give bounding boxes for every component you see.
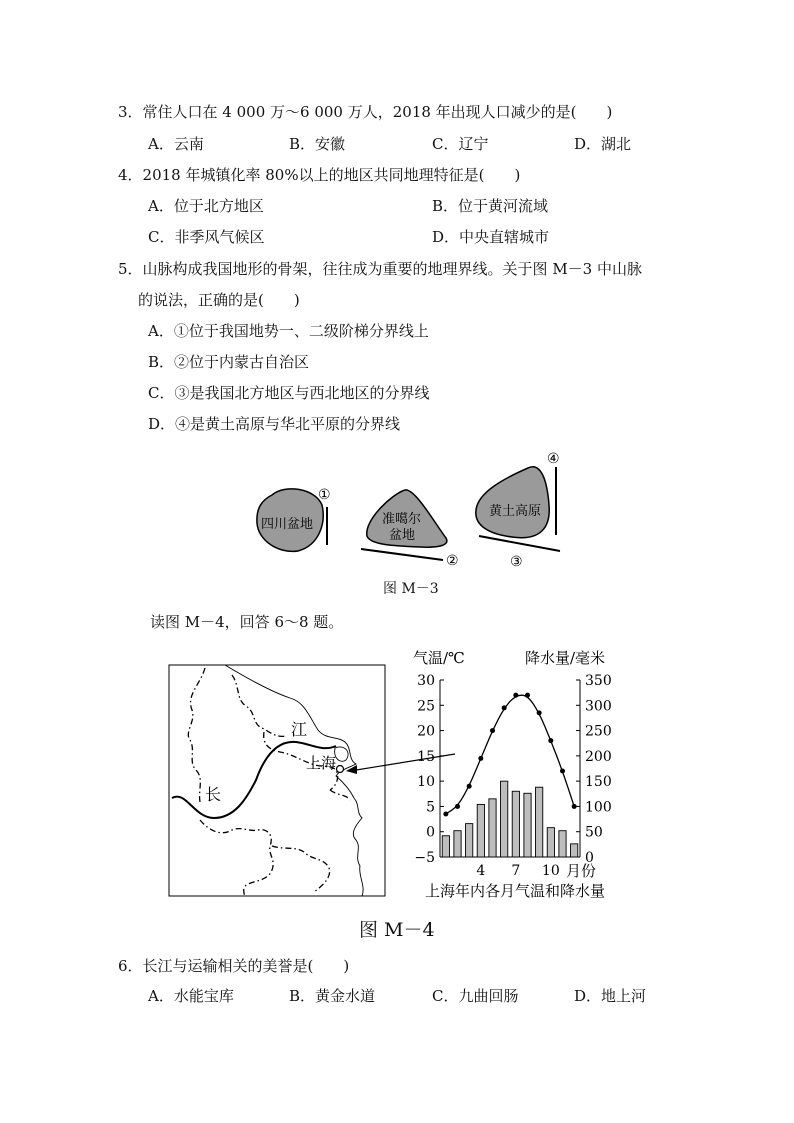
map-label-chang: 长 bbox=[205, 785, 222, 804]
q5-option-c: C．③是我国北方地区与西北地区的分界线 bbox=[148, 384, 430, 402]
temperature-point bbox=[560, 769, 565, 774]
map-label-shanghai: 上海 bbox=[306, 754, 337, 772]
loess-plateau-shape bbox=[476, 467, 549, 538]
junggar-basin-label-1: 准噶尔 bbox=[382, 512, 422, 527]
temperature-point bbox=[548, 738, 553, 743]
temperature-point bbox=[455, 804, 460, 809]
temperature-point bbox=[513, 693, 518, 698]
right-tick-label: 150 bbox=[585, 774, 612, 791]
q3-stem: 3．常住人口在 4 000 万～6 000 万人，2018 年出现人口减少的是( ) bbox=[118, 103, 613, 121]
left-tick-label: 25 bbox=[417, 698, 435, 715]
figure-m4-caption: 图 M－4 bbox=[359, 919, 435, 941]
precip-bar bbox=[559, 831, 566, 857]
q5-stem-line2: 的说法，正确的是( ) bbox=[138, 291, 300, 309]
precip-bar bbox=[489, 799, 496, 857]
marker-2: ② bbox=[446, 553, 459, 569]
left-tick-label: 0 bbox=[426, 824, 435, 841]
q4-option-d: D．中央直辖城市 bbox=[432, 228, 550, 246]
q4-stem: 4．2018 年城镇化率 80%以上的地区共同地理特征是( ) bbox=[118, 166, 521, 184]
precip-bar bbox=[501, 781, 508, 857]
right-tick-label: 200 bbox=[585, 748, 612, 765]
temperature-point bbox=[467, 784, 472, 789]
loess-plateau-label: 黄土高原 bbox=[489, 504, 542, 519]
q6-option-b: B．黄金水道 bbox=[289, 987, 376, 1005]
q4-option-b: B．位于黄河流域 bbox=[432, 197, 549, 215]
precip-bar bbox=[466, 824, 473, 857]
sichuan-basin-label: 四川盆地 bbox=[261, 517, 314, 532]
q3-option-a: A．云南 bbox=[148, 135, 204, 153]
map-label-jiang: 江 bbox=[291, 720, 308, 739]
left-tick-label: 20 bbox=[417, 723, 435, 740]
marker-4: ④ bbox=[547, 451, 560, 467]
left-tick-label: 5 bbox=[426, 799, 435, 816]
figure-m4 bbox=[0, 640, 794, 910]
right-tick-label: 50 bbox=[585, 824, 603, 841]
temperature-point bbox=[537, 710, 542, 715]
left-tick-label: 10 bbox=[417, 774, 435, 791]
q5-option-d: D．④是黄土高原与华北平原的分界线 bbox=[148, 415, 401, 433]
temperature-point bbox=[490, 728, 495, 733]
coastline bbox=[225, 665, 363, 896]
x-axis-label: 月份 bbox=[566, 862, 597, 880]
q3-option-c: C．辽宁 bbox=[432, 135, 489, 153]
q5-option-a: A．①位于我国地势一、二级阶梯分界线上 bbox=[148, 322, 429, 340]
q5-stem-line1: 5．山脉构成我国地形的骨架，往往成为重要的地理界线。关于图 M－3 中山脉 bbox=[118, 260, 642, 278]
x-tick-label: 7 bbox=[511, 863, 521, 879]
climate-chart bbox=[414, 673, 611, 879]
x-tick-label: 4 bbox=[476, 863, 486, 879]
precip-bar bbox=[477, 804, 484, 857]
left-axis-label: 气温/℃ bbox=[413, 649, 465, 667]
q6-option-a: A．水能宝库 bbox=[148, 987, 234, 1005]
precip-bar bbox=[547, 828, 554, 857]
q6-stem: 6．长江与运输相关的美誉是( ) bbox=[118, 957, 350, 975]
precip-bar bbox=[442, 836, 449, 857]
left-tick-label: 30 bbox=[417, 673, 435, 689]
temperature-point bbox=[443, 812, 448, 817]
map-frame bbox=[169, 665, 385, 896]
left-tick-label: 15 bbox=[417, 748, 435, 765]
q3-option-d: D．湖北 bbox=[574, 135, 632, 153]
x-tick-label: 10 bbox=[541, 863, 560, 879]
temperature-point bbox=[478, 756, 483, 761]
mountain-2-line bbox=[361, 549, 443, 560]
marker-3: ③ bbox=[510, 554, 523, 570]
precip-bar bbox=[454, 831, 461, 857]
marker-1: ① bbox=[318, 487, 331, 503]
right-tick-label: 250 bbox=[585, 723, 612, 740]
precip-bar bbox=[524, 793, 531, 857]
chart-title: 上海年内各月气温和降水量 bbox=[425, 882, 606, 900]
province-boundaries bbox=[188, 668, 350, 896]
junggar-basin-label-2: 盆地 bbox=[389, 528, 416, 543]
temperature-point bbox=[502, 705, 507, 710]
right-tick-label: 100 bbox=[585, 799, 612, 816]
right-tick-label: 350 bbox=[585, 673, 612, 689]
pointer-arrow bbox=[350, 754, 455, 771]
q4-option-a: A．位于北方地区 bbox=[148, 197, 264, 215]
precip-bar bbox=[512, 791, 519, 857]
figure-m3-caption: 图 M－3 bbox=[383, 581, 439, 597]
right-axis-label: 降水量/毫米 bbox=[525, 649, 606, 667]
precip-bar bbox=[571, 844, 578, 857]
shanghai-marker bbox=[337, 766, 344, 773]
precip-bar bbox=[536, 787, 543, 857]
figure-m4-intro: 读图 M－4，回答 6～8 题。 bbox=[150, 613, 344, 631]
q3-option-b: B．安徽 bbox=[289, 135, 346, 153]
coastline-bay bbox=[335, 747, 348, 761]
temperature-line bbox=[446, 695, 574, 814]
temperature-point bbox=[572, 804, 577, 809]
q4-option-c: C．非季风气候区 bbox=[148, 228, 265, 246]
q5-option-b: B．②位于内蒙古自治区 bbox=[148, 353, 310, 371]
left-tick-label: −5 bbox=[414, 850, 435, 866]
right-tick-label: 300 bbox=[585, 698, 612, 715]
temperature-point bbox=[525, 693, 530, 698]
q6-option-c: C．九曲回肠 bbox=[432, 987, 519, 1005]
q6-option-d: D．地上河 bbox=[574, 987, 647, 1005]
right-tick-label: 0 bbox=[585, 850, 594, 866]
